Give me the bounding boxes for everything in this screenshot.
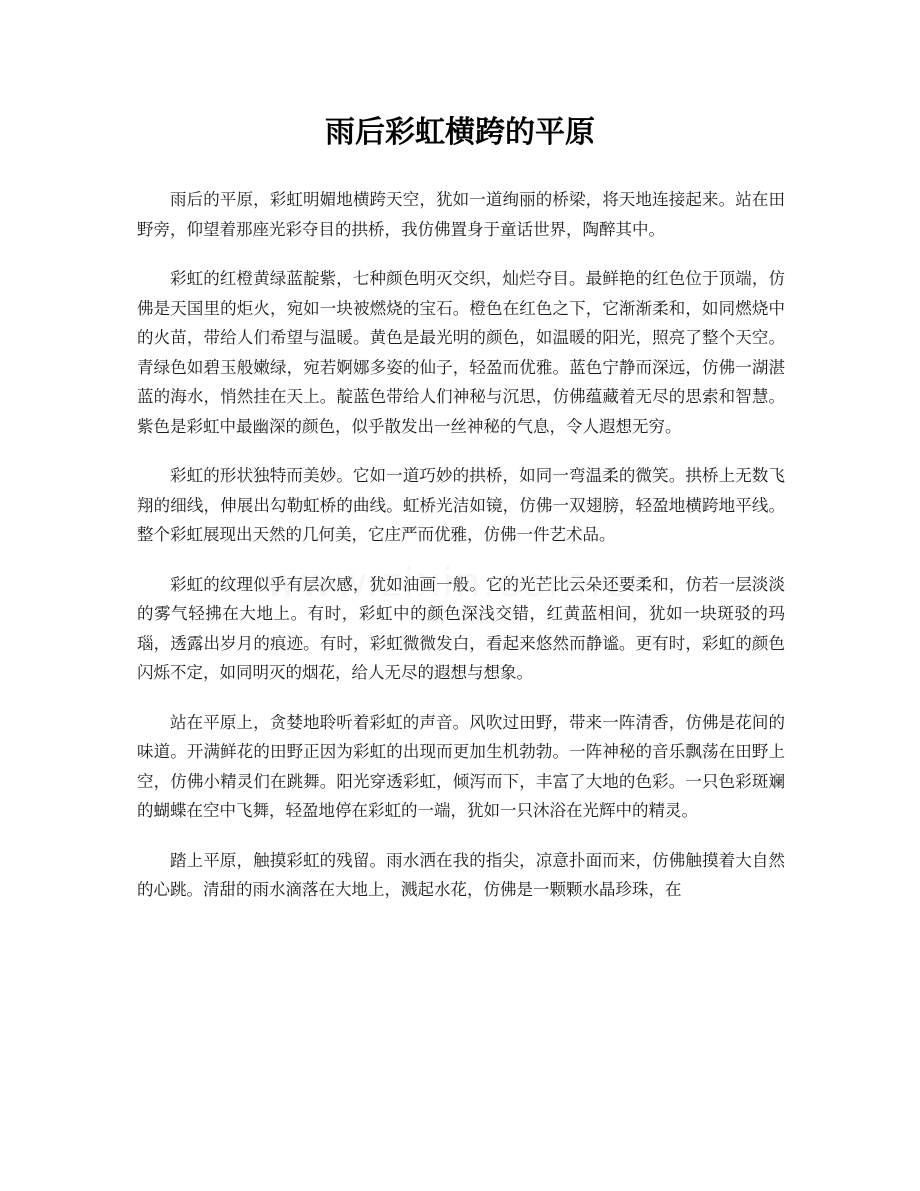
document-title: 雨后彩虹横跨的平原: [325, 115, 595, 150]
document-body: [137, 185, 785, 925]
paragraph: 彩虹的纹理似乎有层次感，犹如油画一般。它的光芒比云朵还要柔和，仿若一层淡淡的雾气轻拂在大地上。有时，彩虹中的颜色深浅交错，红黄蓝相间，犹如一块斑驳的玛瑙，透露出岁月的痕迹。有时，彩虹微微发白，看起来悠然而静谧。更有时，彩虹的颜色闪烁不定，如同明灭的烟花，给人无尽的遐想与想象。: [137, 574, 785, 682]
paragraph: 彩虹的红橙黄绿蓝靛紫，七种颜色明灭交织，灿烂夺目。最鲜艳的红色位于顶端，仿佛是天国里的炬火，宛如一块被燃烧的宝石。橙色在红色之下，它渐渐柔和，如同燃烧中的火苗，带给人们希望与温暖。黄色是最光明的颜色，如温暖的阳光，照亮了整个天空。青绿色如碧玉般嫩绿，宛若婀娜多姿的仙子，轻盈而优雅。蓝色宁静而深远，仿佛一湖湛蓝的海水，悄然挂在天上。靛蓝色带给人们神秘与沉思，仿佛蕴藏着无尽的思索和智慧。紫色是彩虹中最幽深的颜色，似乎散发出一丝神秘的气息，令人遐想无穷。: [137, 269, 785, 436]
paragraph: 彩虹的形状独特而美妙。它如一道巧妙的拱桥，如同一弯温柔的微笑。拱桥上无数飞翔的细线，伸展出勾勒虹桥的曲线。虹桥光洁如镜，仿佛一双翅膀，轻盈地横跨地平线。整个彩虹展现出天然的几何美，它庄严而优雅，仿佛一件艺术品。: [137, 466, 785, 544]
paragraph: 踏上平原，触摸彩虹的残留。雨水洒在我的指尖，凉意扑面而来，仿佛触摸着大自然的心跳。清甜的雨水滴落在大地上，溅起水花，仿佛是一颗颗水晶珍珠，在: [137, 850, 785, 899]
paragraph: 站在平原上，贪婪地聆听着彩虹的声音。风吹过田野，带来一阵清香，仿佛是花间的味道。开满鲜花的田野正因为彩虹的出现而更加生机勃勃。一阵神秘的音乐飘荡在田野上空，仿佛小精灵们在跳舞。阳光穿透彩虹，倾泻而下，丰富了大地的色彩。一只色彩斑斓的蝴蝶在空中飞舞，轻盈地停在彩虹的一端，犹如一只沐浴在光辉中的精灵。: [137, 712, 785, 820]
paragraph: 雨后的平原，彩虹明媚地横跨天空，犹如一道绚丽的桥梁，将天地连接起来。站在田野旁，仰望着那座光彩夺目的拱桥，我仿佛置身于童话世界，陶醉其中。: [137, 190, 785, 239]
